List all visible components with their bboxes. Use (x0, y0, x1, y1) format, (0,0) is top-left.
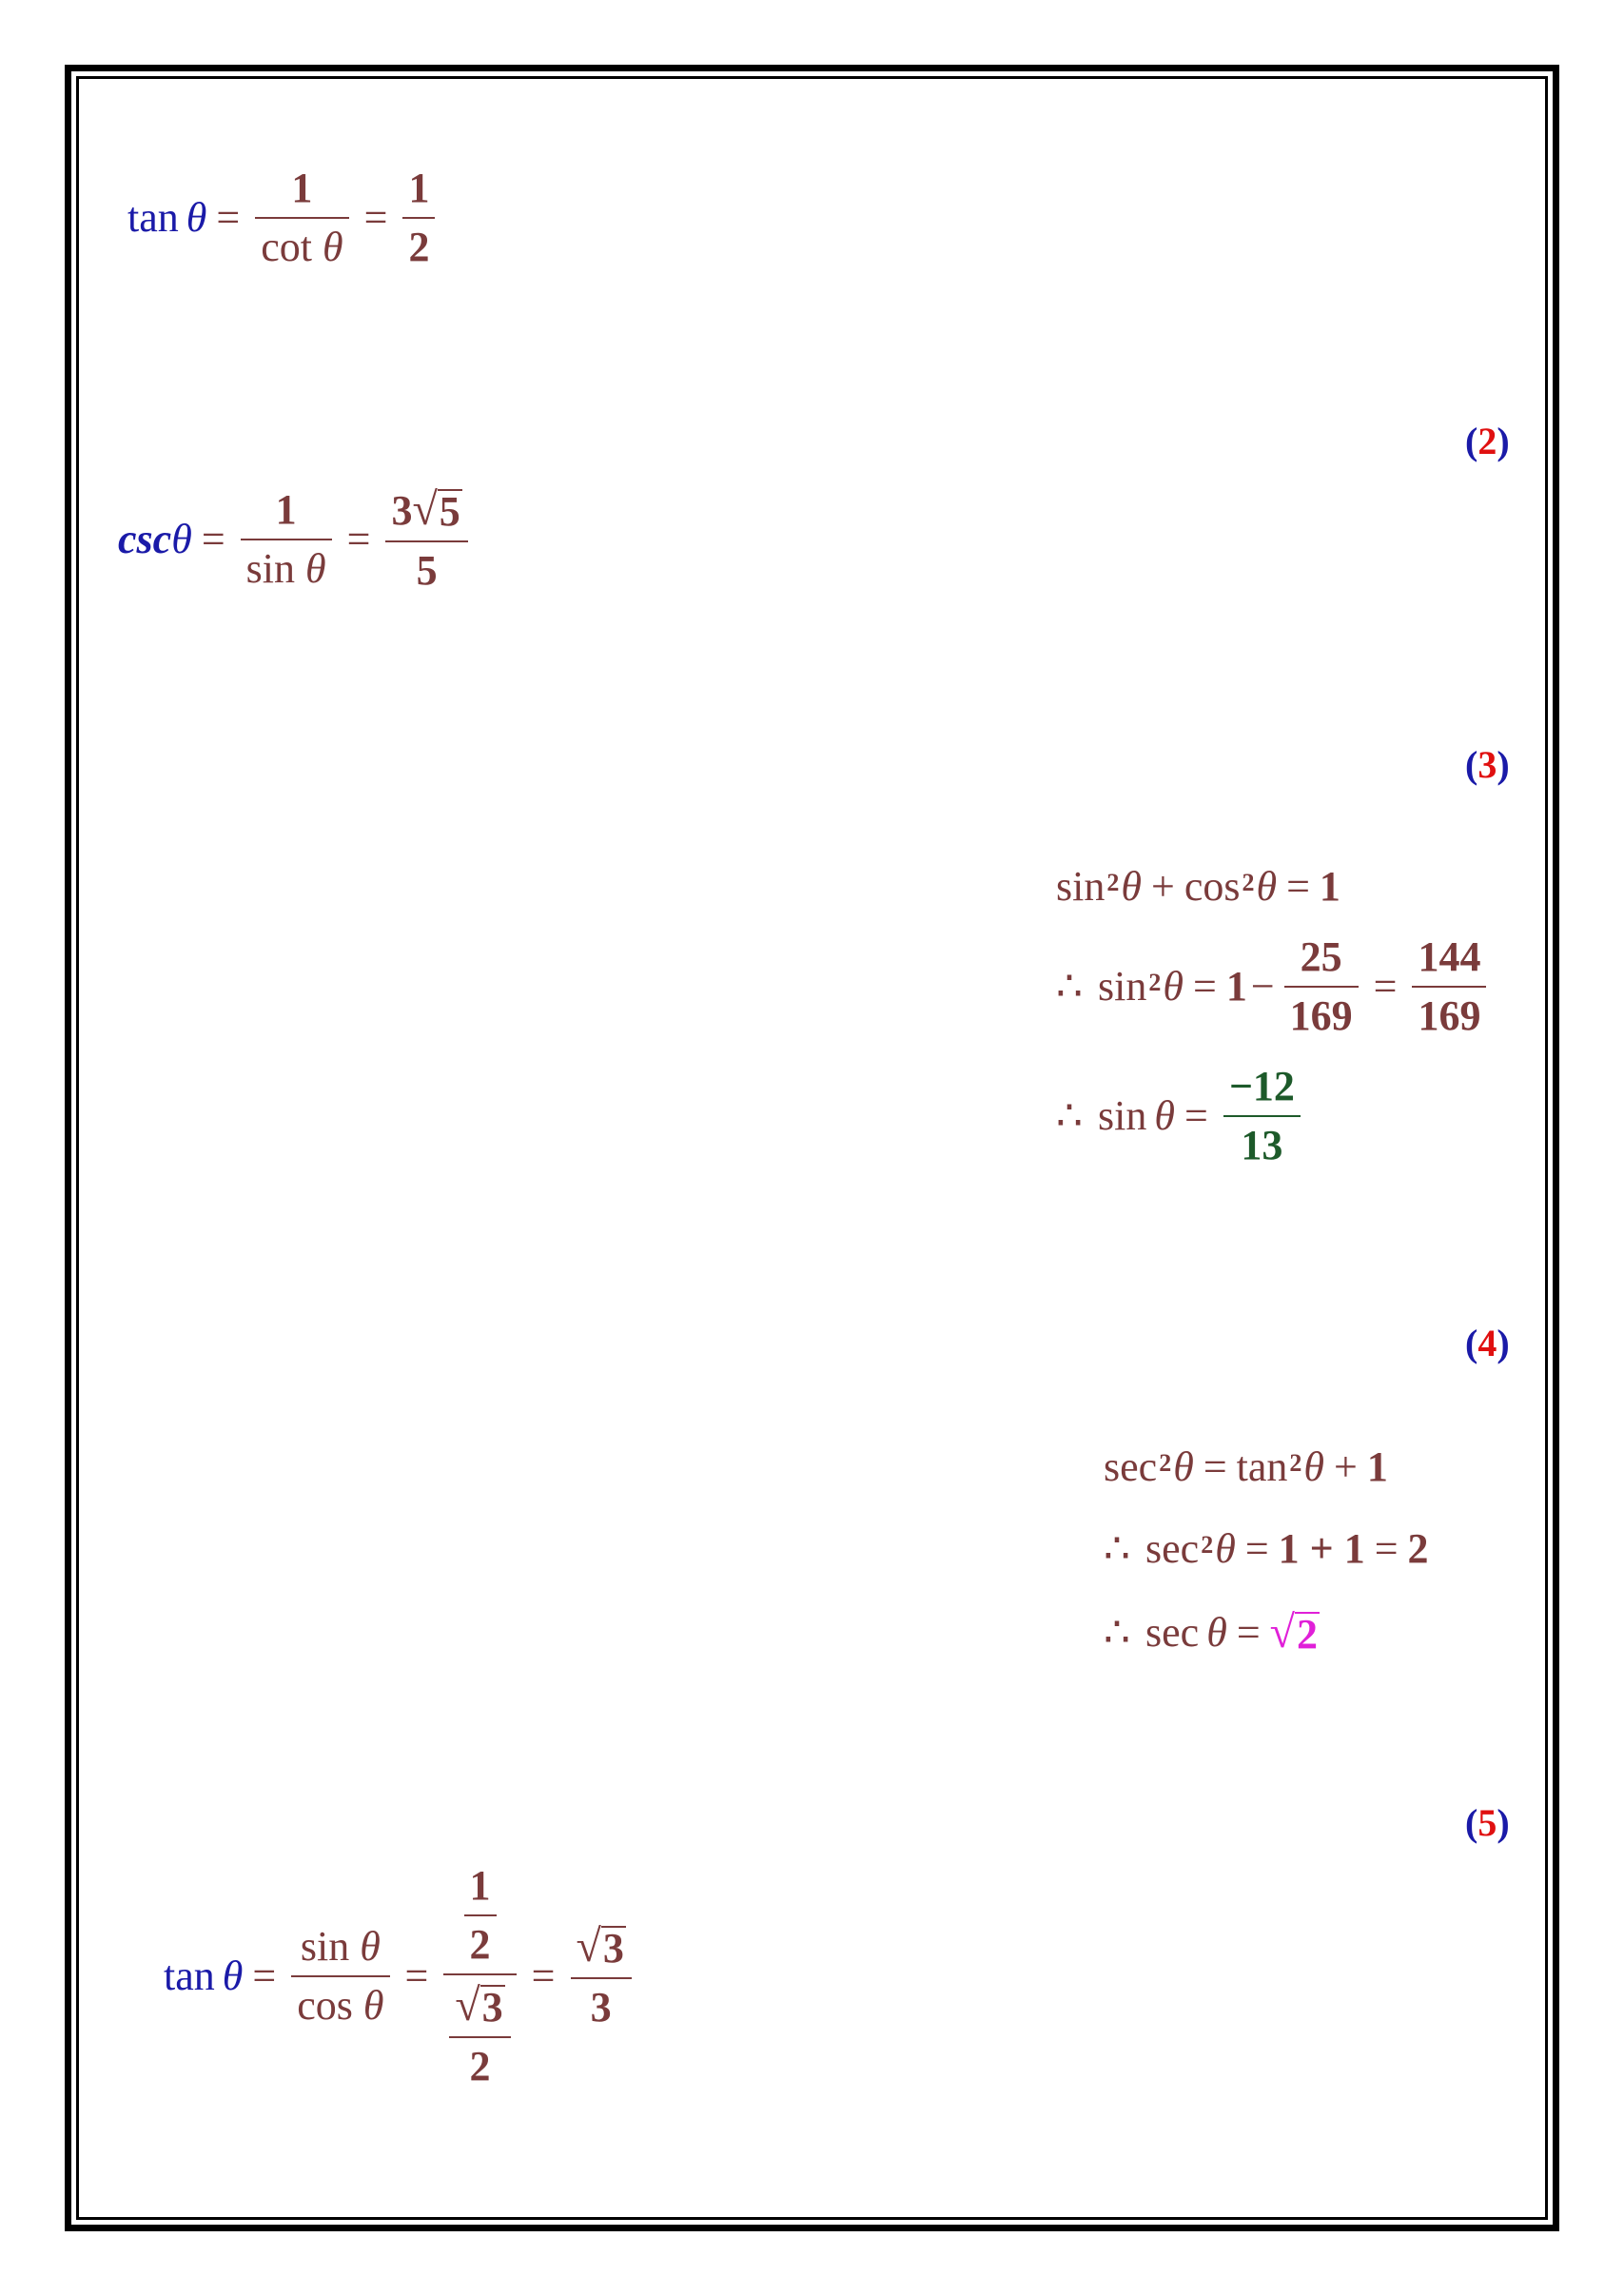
fraction-three-root-five-over-five (385, 484, 467, 594)
sin-label: sin (245, 545, 295, 592)
equals-sign: = (531, 1953, 556, 1999)
fraction-25-over-169 (1284, 933, 1359, 1039)
radical-sign: √ (576, 1921, 601, 1972)
sin-result-line (1056, 1063, 1492, 1168)
denominator: 2 (469, 2043, 491, 2090)
exponent: 2 (1201, 1531, 1214, 1559)
one-value: 1 (1366, 1443, 1388, 1490)
sum-expression: 1 + 1 (1278, 1525, 1365, 1572)
equals-sign: = (1373, 963, 1398, 1010)
minus-sign: − (1250, 963, 1275, 1010)
radical-sign: √ (455, 1980, 480, 2031)
sqrt-two (1269, 1607, 1320, 1658)
fraction-sin-over-cos (291, 1923, 389, 2029)
theta-symbol: θ (362, 1982, 384, 2029)
theta-symbol: θ (171, 516, 192, 562)
theta-symbol: θ (1121, 863, 1142, 910)
sin-squared-line (1056, 933, 1492, 1039)
coefficient: 3 (391, 487, 413, 534)
rhs-value: 1 (1319, 863, 1340, 910)
sec-result-line (1104, 1607, 1429, 1658)
exponent: 2 (1159, 1449, 1172, 1477)
equals-sign: = (1192, 963, 1217, 1010)
theta-symbol: θ (360, 1923, 381, 1970)
theta-symbol: θ (186, 194, 207, 241)
numerator: 25 (1300, 933, 1342, 980)
equals-sign: = (363, 194, 388, 241)
radical-sign: √ (412, 484, 438, 535)
equals-sign: = (1184, 1092, 1208, 1139)
equation-block-sin (1056, 863, 1492, 1168)
theta-symbol: θ (1303, 1443, 1325, 1490)
theta-symbol: θ (305, 545, 326, 592)
numerator: 1 (291, 165, 313, 211)
theta-symbol: θ (1163, 963, 1184, 1010)
fraction-144-over-169 (1412, 933, 1486, 1039)
cos-label: cos (297, 1982, 353, 2029)
equals-sign: = (1244, 1525, 1269, 1572)
tan-label: tan (1236, 1443, 1288, 1490)
cot-label: cot (261, 224, 312, 270)
equals-sign: = (1203, 1443, 1227, 1490)
denominator: 3 (590, 1984, 612, 2031)
plus-sign: + (1150, 863, 1175, 910)
question-label-5: (5) (1465, 1801, 1510, 1844)
radicand: 3 (481, 1984, 503, 2031)
radicand: 2 (1296, 1611, 1318, 1658)
pythagorean-identity-line (1056, 863, 1492, 910)
tan-label: tan (164, 1953, 215, 1999)
fraction-root-three-over-three (571, 1921, 632, 2031)
equation-csc (118, 484, 474, 594)
equals-sign: = (346, 516, 371, 562)
sec-identity-line (1104, 1443, 1429, 1490)
cos-label: cos (1184, 863, 1241, 910)
theta-symbol: θ (1256, 863, 1278, 910)
theta-symbol: θ (1206, 1609, 1227, 1656)
plus-sign: + (1334, 1443, 1358, 1490)
denominator: 5 (416, 547, 438, 594)
equals-sign: = (1236, 1609, 1261, 1656)
radical-sign: √ (1269, 1607, 1295, 1658)
question-label-4: (4) (1465, 1322, 1510, 1364)
therefore-symbol: ∴ (1104, 1525, 1130, 1572)
therefore-symbol: ∴ (1056, 963, 1083, 1010)
numerator: −12 (1228, 1063, 1295, 1109)
numerator: 1 (408, 165, 430, 211)
fraction-minus-12-over-13 (1223, 1063, 1301, 1168)
sin-label: sin (1098, 963, 1147, 1010)
radicand: 5 (439, 488, 460, 535)
sin-label: sin (1098, 1092, 1147, 1139)
radicand: 3 (602, 1925, 624, 1972)
equation-tan-from-sin-cos (164, 1862, 637, 2090)
denominator: 2 (408, 224, 430, 270)
fraction-one-half (402, 167, 435, 268)
therefore-symbol: ∴ (1056, 1092, 1083, 1139)
exponent: 2 (1242, 869, 1255, 896)
sec-label: sec (1145, 1525, 1200, 1572)
denominator: 13 (1241, 1122, 1283, 1168)
sec-label: sec (1145, 1609, 1200, 1656)
numerator: 1 (275, 486, 297, 533)
sin-label: sin (1056, 863, 1105, 910)
sec-label: sec (1104, 1443, 1158, 1490)
equals-sign: = (252, 1953, 277, 1999)
equals-sign: = (216, 194, 241, 241)
question-label-2: (2) (1465, 420, 1510, 462)
numerator: 144 (1418, 933, 1481, 980)
theta-symbol: θ (1215, 1525, 1236, 1572)
theta-symbol: θ (222, 1953, 244, 1999)
denominator: 169 (1289, 992, 1353, 1039)
theta-symbol: θ (1154, 1092, 1175, 1139)
therefore-symbol: ∴ (1104, 1609, 1130, 1656)
fraction-root-three-over-two (449, 1980, 510, 2090)
csc-label: csc (118, 516, 172, 562)
theta-symbol: θ (322, 224, 343, 270)
equals-sign: = (201, 516, 225, 562)
equation-block-sec (1104, 1443, 1429, 1658)
equals-sign: = (1374, 1525, 1399, 1572)
equals-sign: = (1286, 863, 1310, 910)
fraction-one-over-sin (241, 486, 332, 592)
exponent: 2 (1148, 969, 1162, 996)
one-value: 1 (1225, 963, 1247, 1010)
exponent: 2 (1106, 869, 1120, 896)
sec-squared-line (1104, 1525, 1429, 1572)
tan-label: tan (127, 194, 179, 241)
numerator: 1 (469, 1862, 491, 1909)
denominator: 169 (1418, 992, 1481, 1039)
exponent: 2 (1289, 1449, 1302, 1477)
denominator: 2 (469, 1921, 491, 1968)
sin-label: sin (300, 1923, 350, 1970)
question-label-3: (3) (1465, 743, 1510, 786)
equals-sign: = (404, 1953, 429, 1999)
fraction-one-half (464, 1862, 497, 1968)
result-value: 2 (1407, 1525, 1429, 1572)
fraction-one-over-cot (255, 167, 348, 268)
compound-fraction (443, 1862, 516, 2090)
equation-tan-from-cot (127, 167, 440, 268)
theta-symbol: θ (1173, 1443, 1194, 1490)
